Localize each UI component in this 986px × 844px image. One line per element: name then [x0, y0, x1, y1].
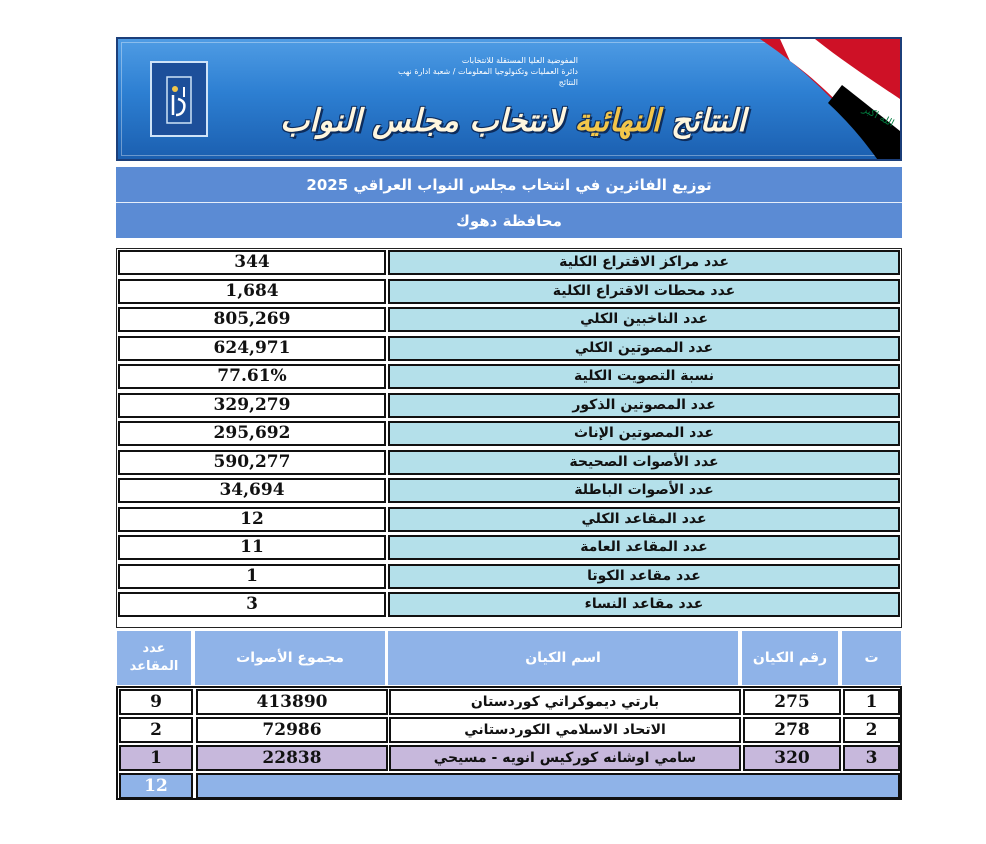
stat-row [117, 591, 901, 620]
stat-row [117, 363, 901, 392]
stat-label: عدد المقاعد العامة [388, 535, 900, 560]
header-seats: عدد المقاعد [116, 630, 192, 686]
stat-row [117, 477, 901, 506]
total-row [118, 772, 900, 800]
header-total-votes: مجموع الأصوات [194, 630, 386, 686]
stat-label: عدد مراكز الاقتراع الكلية [388, 250, 900, 275]
stat-row [117, 306, 901, 335]
stat-label: عدد مقاعد النساء [388, 592, 900, 617]
row-entity-name: بارتي ديموكراتي كوردستان [389, 689, 741, 715]
results-title: توزيع الفائزين في انتخاب مجلس النواب العراقي 2025 [116, 166, 902, 202]
stat-value: 11 [118, 535, 386, 560]
stat-value: 590,277 [118, 450, 386, 475]
stat-label: عدد المصوتين الكلي [388, 336, 900, 361]
stat-label: نسبة التصويت الكلية [388, 364, 900, 389]
stat-value: 1 [118, 564, 386, 589]
table-row-quota [118, 744, 900, 772]
stat-value: 344 [118, 250, 386, 275]
stat-value: 624,971 [118, 336, 386, 361]
row-seats: 1 [119, 745, 193, 771]
total-seats: 12 [119, 773, 193, 799]
header-entity-name: اسم الكيان [387, 630, 739, 686]
stat-row [117, 249, 901, 278]
row-entity-number: 320 [743, 745, 841, 771]
stat-label: عدد الأصوات الباطلة [388, 478, 900, 503]
stat-label: عدد محطات الاقتراع الكلية [388, 279, 900, 304]
stat-row [117, 506, 901, 535]
stat-value: 12 [118, 507, 386, 532]
stat-value: 329,279 [118, 393, 386, 418]
row-entity-number: 278 [743, 717, 841, 743]
stat-label: عدد مقاعد الكوتا [388, 564, 900, 589]
banner-title-prefix: النتائج [660, 103, 746, 139]
iraq-flag-icon [720, 39, 900, 161]
row-seats: 9 [119, 689, 193, 715]
statistics-table [116, 248, 902, 628]
stat-row [117, 534, 901, 563]
stat-value: 805,269 [118, 307, 386, 332]
stat-value: 3 [118, 592, 386, 617]
stat-label: عدد الناخبين الكلي [388, 307, 900, 332]
stat-value: 34,694 [118, 478, 386, 503]
table-row [118, 688, 900, 716]
organization-text [398, 55, 578, 88]
org-line-1: المفوضية العليا المستقلة للانتخابات [461, 56, 578, 65]
stat-value: 1,684 [118, 279, 386, 304]
row-entity-number: 275 [743, 689, 841, 715]
row-total-votes: 22838 [196, 745, 388, 771]
row-index: 3 [843, 745, 900, 771]
row-seats: 2 [119, 717, 193, 743]
stat-row [117, 420, 901, 449]
stat-row [117, 392, 901, 421]
stat-label: عدد الأصوات الصحيحة [388, 450, 900, 475]
total-row-filler [196, 773, 900, 799]
banner-title-rest: لانتخاب مجلس النواب [280, 103, 564, 139]
banner [116, 37, 902, 161]
svg-text:الله اكبر: الله اكبر [860, 103, 896, 130]
stat-label: عدد المصوتين الذكور [388, 393, 900, 418]
banner-title-accent: النهائية [574, 103, 661, 139]
table-row [118, 716, 900, 744]
governorate-title: محافظة دهوك [116, 202, 902, 238]
row-total-votes: 72986 [196, 717, 388, 743]
row-index: 1 [843, 689, 900, 715]
stat-row [117, 278, 901, 307]
stat-label: عدد المقاعد الكلي [388, 507, 900, 532]
row-entity-name: سامي اوشانه كوركيس انويه - مسيحي [389, 745, 741, 771]
stat-value: 295,692 [118, 421, 386, 446]
ihec-logo-mark [164, 75, 194, 125]
banner-title [268, 93, 758, 149]
stat-value: 77.61% [118, 364, 386, 389]
org-line-2: دائرة العمليات وتكنولوجيا المعلومات / شعبة ادارة نهب النتائج [398, 67, 578, 87]
header-entity-number: رقم الكيان [741, 630, 839, 686]
header-index: ت [841, 630, 902, 686]
row-index: 2 [843, 717, 900, 743]
stat-row [117, 449, 901, 478]
winners-table [116, 630, 902, 800]
stat-row [117, 335, 901, 364]
stat-row [117, 563, 901, 592]
row-total-votes: 413890 [196, 689, 388, 715]
stat-label: عدد المصوتين الإناث [388, 421, 900, 446]
ihec-logo-icon [150, 61, 208, 137]
row-entity-name: الاتحاد الاسلامي الكوردستاني [389, 717, 741, 743]
results-body [116, 686, 902, 800]
